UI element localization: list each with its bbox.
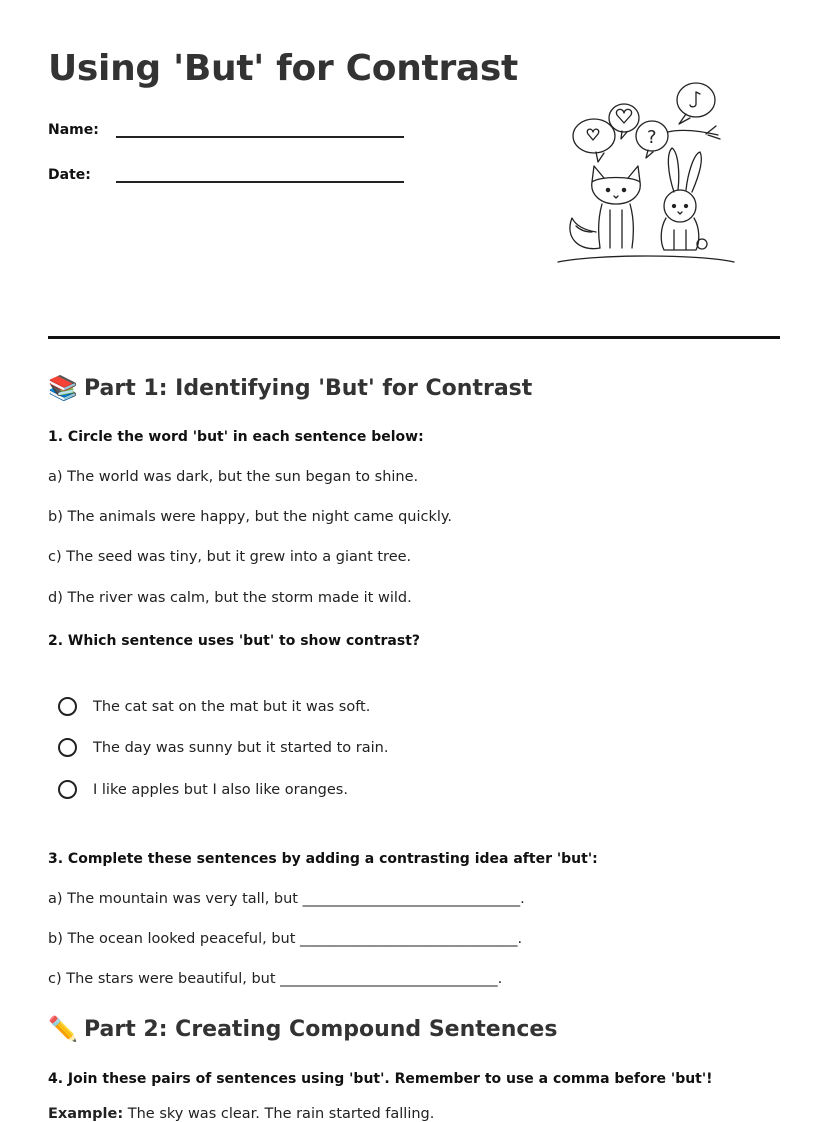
question-4: 4. Join these pairs of sentences using 'but'. Remember to use a comma before 'but'!	[48, 1071, 713, 1087]
svg-text:?: ?	[647, 127, 657, 148]
ground-line	[558, 256, 734, 262]
question-3: 3. Complete these sentences by adding a contrasting idea after 'but':	[48, 851, 598, 867]
date-field	[48, 163, 404, 183]
name-label: Name:	[48, 122, 99, 138]
fox-and-bunny-illustration	[556, 80, 746, 270]
q3-sentence-b: b) The ocean looked peaceful, but ______________________________.	[48, 931, 523, 947]
date-label: Date:	[48, 167, 91, 183]
q2-option-1-text: The cat sat on the mat but it was soft.	[93, 698, 371, 715]
section-divider	[48, 336, 780, 339]
date-line[interactable]	[116, 163, 404, 183]
q2-option-3-text: I like apples but I also like oranges.	[93, 781, 348, 798]
bunny-icon	[661, 148, 707, 250]
part1-heading	[48, 374, 532, 402]
q1-sentence-b: b) The animals were happy, but the night came quickly.	[48, 509, 453, 525]
question-2: 2. Which sentence uses 'but' to show contrast?	[48, 633, 421, 649]
example-text: The sky was clear. The rain started falling.	[127, 1106, 435, 1122]
q4-example	[48, 1106, 434, 1122]
example-label: Example:	[48, 1106, 124, 1122]
part1-heading-text: Part 1: Identifying 'But' for Contrast	[84, 375, 533, 401]
name-field	[48, 118, 404, 138]
q2-option-2[interactable]	[58, 738, 388, 757]
radio-circle-icon[interactable]	[58, 697, 77, 716]
q2-option-3[interactable]	[58, 780, 348, 799]
q1-sentence-d: d) The river was calm, but the storm made it wild.	[48, 590, 412, 606]
pencil-icon: ✏️	[48, 1015, 78, 1043]
name-line[interactable]	[116, 118, 404, 138]
q3-sentence-a: a) The mountain was very tall, but ______________________________.	[48, 891, 525, 907]
q1-sentence-c: c) The seed was tiny, but it grew into a giant tree.	[48, 549, 412, 565]
q1-sentence-a: a) The world was dark, but the sun began to shine.	[48, 469, 419, 485]
part2-heading	[48, 1015, 557, 1043]
books-icon: 📚	[48, 374, 78, 402]
page-title: Using 'But' for Contrast	[48, 48, 518, 89]
radio-circle-icon[interactable]	[58, 738, 77, 757]
q2-option-1[interactable]	[58, 697, 370, 716]
q2-option-2-text: The day was sunny but it started to rain.	[93, 739, 389, 756]
radio-circle-icon[interactable]	[58, 780, 77, 799]
q3-sentence-c: c) The stars were beautiful, but ______________________________.	[48, 971, 503, 987]
speech-bubbles-icon	[573, 83, 720, 162]
fox-icon	[570, 166, 640, 249]
question-1: 1. Circle the word 'but' in each sentence below:	[48, 429, 424, 445]
part2-heading-text: Part 2: Creating Compound Sentences	[84, 1016, 558, 1042]
